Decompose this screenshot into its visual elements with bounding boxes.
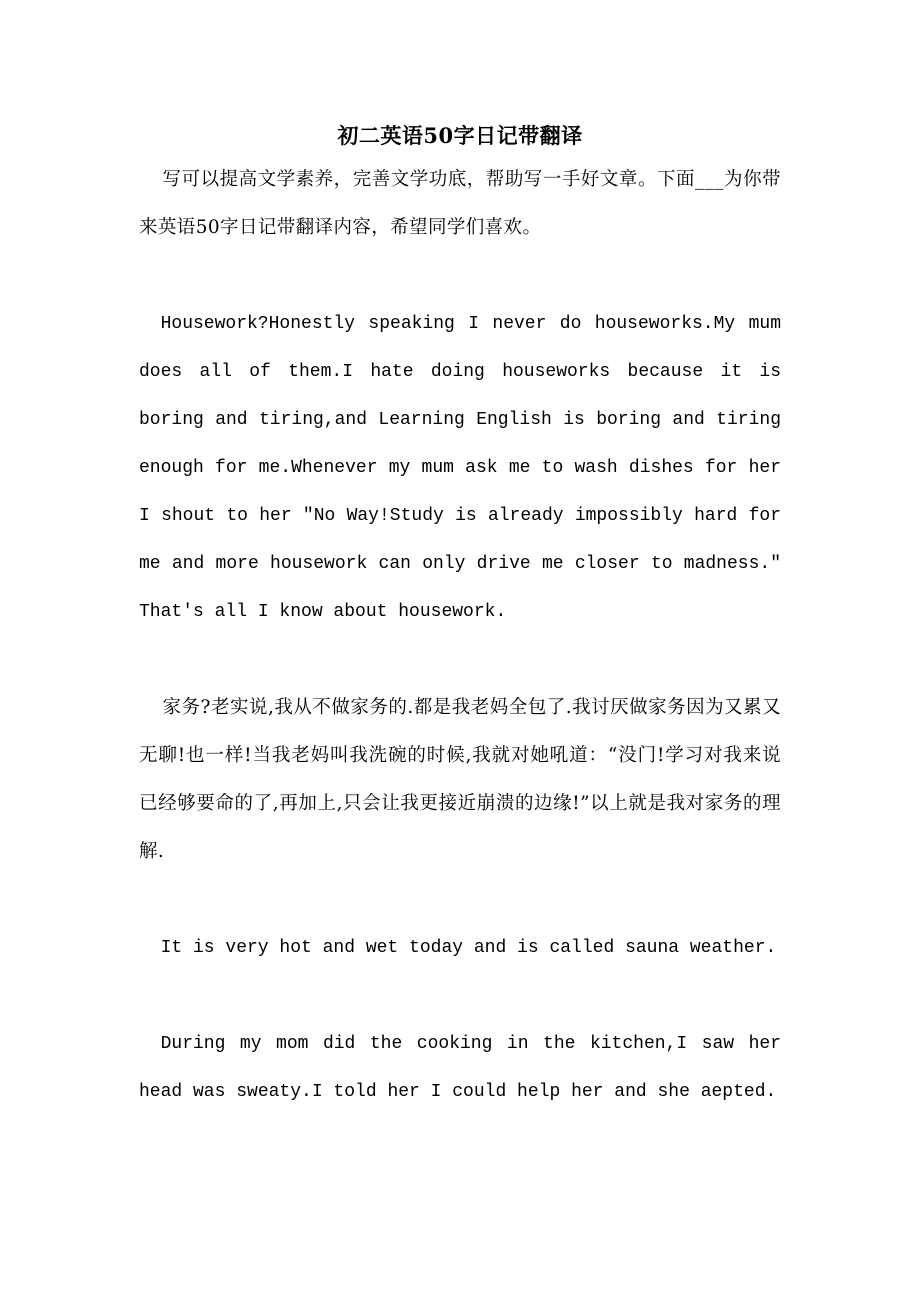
- page-title: 初二英语50字日记带翻译: [337, 123, 583, 148]
- paragraph-spacer: [139, 972, 781, 1020]
- paragraph-spacer: [139, 636, 781, 684]
- intro-paragraph: 写可以提高文学素养，完善文学功底，帮助写一手好文章。下面___为你带来英语50字日记带翻译内容，希望同学们喜欢。: [139, 169, 781, 238]
- english-paragraph-housework: Housework?Honestly speaking I never do houseworks.My mum does all of them.I hate doing houseworks because it is boring and tiring,and Learning English is boring and tiring enough for me.Whenever my mum ask me to wash dishes for her I shout to her "No Way!Study is already impossibly hard for me and more housework can only drive me closer to madness." That's all I know about housework.: [139, 314, 781, 622]
- chinese-paragraph-housework: 家务?老实说,我从不做家务的.都是我老妈全包了.我讨厌做家务因为又累又无聊!也一样!当我老妈叫我洗碗的时候,我就对她吼道：“没门!学习对我来说已经够要命的了,再加上,只会让我更接近崩溃的边缘!”以上就是我对家务的理解.: [139, 697, 781, 862]
- paragraph-spacer: [139, 252, 781, 300]
- paragraph-spacer: [139, 876, 781, 924]
- document-content: [139, 118, 781, 1116]
- english-paragraph-weather: It is very hot and wet today and is called sauna weather.: [160, 938, 777, 958]
- english-paragraph-cooking: During my mom did the cooking in the kitchen,I saw her head was sweaty.I told her I could help her and she aepted.: [139, 1034, 781, 1102]
